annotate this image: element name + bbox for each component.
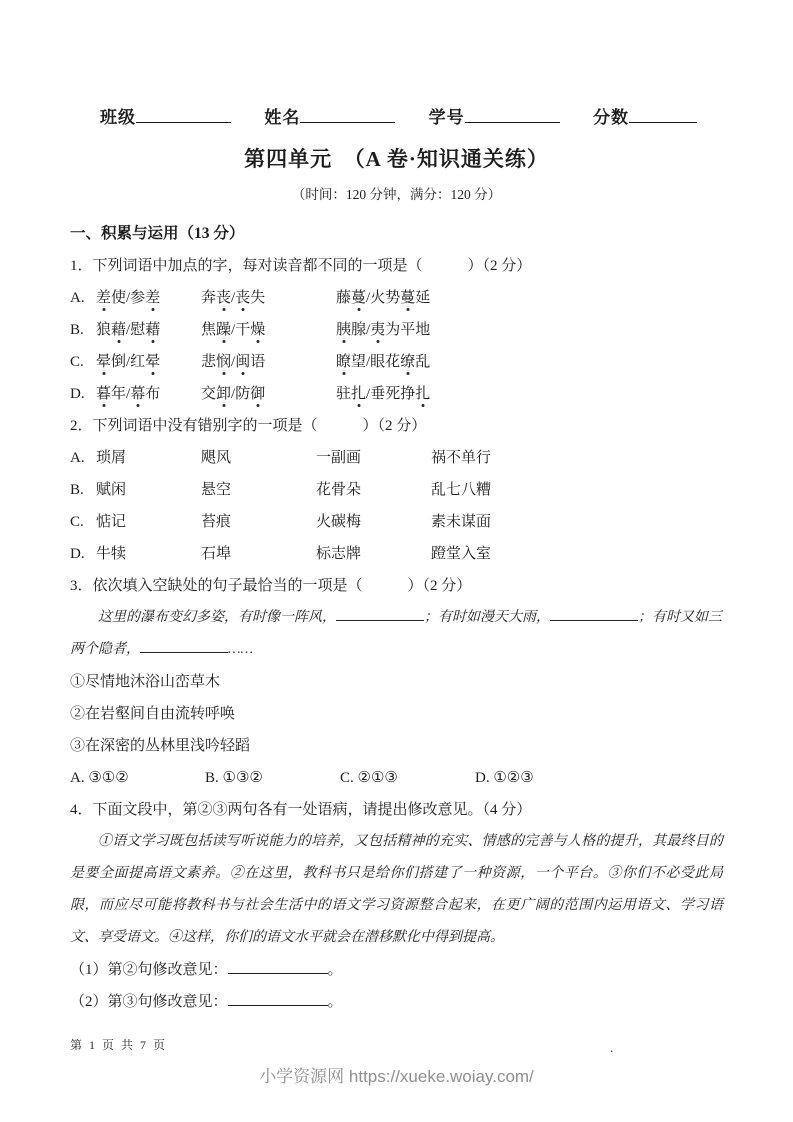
score-field-label: 分数 [592, 108, 629, 127]
q4-answer-line-1 [70, 954, 723, 986]
word-pair: 焦躁/干燥 [201, 322, 266, 338]
student-id-blank-line [465, 105, 560, 123]
q3-item-1: ①尽情地沐浴山峦草木 [70, 674, 221, 690]
word: 乱七八糟 [431, 482, 492, 498]
word: 花骨朵 [316, 482, 362, 498]
name-blank-line [300, 105, 395, 123]
word: 石埠 [201, 546, 232, 562]
answer-blank-line [228, 958, 328, 974]
word-pair: 晕倒/红晕 [96, 354, 161, 370]
option-label: C. [70, 514, 84, 530]
exam-time-score-subtitle: （时间：120 分钟，满分：120 分） [291, 187, 502, 202]
word-pair: 差使/参差 [96, 290, 161, 306]
q4-answer-prefix: （1）第②句修改意见： [70, 962, 228, 978]
word: 火碳梅 [316, 514, 362, 530]
word: 琐屑 [96, 450, 127, 466]
choice: B. ①③② [205, 770, 263, 786]
score-field [593, 102, 697, 134]
q4-passage: ①语文学习既包括读写听说能力的培养，又包括精神的充实、情感的完善与人格的提升，其最终目的是要全面提高语文素养。②在这里，教科书只是给你们搭建了一种资源，一个平台。③你们不必受此局限，而应尽可能将教科书与社会生活中的语文学习资源整合起来，在更广阔的范围内运用语文、学习语文、享受语文。④这样，你们的语文水平就会在潜移默化中得到提高。 [70, 834, 723, 945]
section-heading: 一、积累与运用（13 分） [70, 225, 245, 242]
choice: A. ③①② [70, 770, 129, 786]
word: 飓风 [201, 450, 232, 466]
score-blank-line [629, 105, 697, 123]
class-field [100, 102, 231, 134]
word: 牛犊 [96, 546, 127, 562]
name-field-label: 姓名 [264, 108, 301, 127]
q3-passage-part: ；有时如漫天大雨， [424, 610, 550, 625]
choice: D. ①②③ [475, 770, 534, 786]
q1-option-row-c [70, 346, 723, 378]
word-pair: 藤蔓/火势蔓延 [336, 290, 431, 306]
option-label: D. [70, 386, 85, 402]
word: 一副画 [316, 450, 362, 466]
watermark-link[interactable]: 小学资源网 https://xueke.woiay.com/ [259, 1067, 534, 1086]
q3-passage-part: 这里的瀑布变幻多姿，有时像一阵风， [98, 610, 336, 625]
word-pair: 驻扎/垂死挣扎 [336, 386, 431, 402]
q2-option-row-b [70, 474, 723, 506]
exam-body [70, 218, 723, 1018]
word: 苔痕 [201, 514, 232, 530]
page-title: 第四单元 （A 卷·知识通关练） [244, 147, 549, 171]
word: 标志牌 [316, 546, 362, 562]
q3-item-2: ②在岩壑间自由流转呼唤 [70, 706, 236, 722]
stray-period-mark: . [610, 1040, 614, 1055]
q4-answer-prefix: （2）第③句修改意见： [70, 994, 228, 1010]
fill-blank-line [550, 606, 638, 621]
q3-stem: 3．依次填入空缺处的句子最恰当的一项是（ ）（2 分） [70, 578, 472, 594]
q4-answer-line-2 [70, 986, 723, 1018]
word: 赋闲 [96, 482, 127, 498]
class-field-label: 班级 [100, 108, 136, 127]
word: 蹬堂入室 [431, 546, 492, 562]
answer-blank-line [228, 990, 328, 1006]
q4-stem: 4．下面文段中，第②③两句各有一处语病，请提出修改意见。（4 分） [70, 802, 532, 818]
word-pair: 胰腺/夷为平地 [336, 322, 431, 338]
q1-stem: 1．下列词语中加点的字，每对读音都不同的一项是（ ）（2 分） [70, 258, 532, 274]
word-pair: 交卸/防御 [201, 386, 266, 402]
q1-option-row-a [70, 282, 723, 314]
word: 祸不单行 [431, 450, 492, 466]
q3-passage [70, 602, 723, 666]
word-pair: 瞭望/眼花缭乱 [336, 354, 431, 370]
student-info-row [70, 102, 723, 134]
q4-answer-suffix: 。 [327, 994, 343, 1010]
option-label: A. [70, 450, 85, 466]
q1-option-row-b [70, 314, 723, 346]
word-pair: 奔丧/丧失 [201, 290, 266, 306]
option-label: B. [70, 322, 84, 338]
q3-item-3: ③在深密的丛林里浅吟轻蹈 [70, 738, 251, 754]
student-id-field-label: 学号 [428, 108, 465, 127]
class-blank-line [136, 105, 231, 123]
option-label: D. [70, 546, 85, 562]
q3-passage-part: ；有时又如三两个隐者， [70, 610, 722, 657]
q3-passage-part: …… [228, 642, 253, 657]
q2-stem: 2．下列词语中没有错别字的一项是（ ）（2 分） [70, 418, 427, 434]
word-pair: 悲悯/闽语 [201, 354, 266, 370]
option-label: B. [70, 482, 84, 498]
word-pair: 狼藉/慰藉 [96, 322, 161, 338]
word: 悬空 [201, 482, 232, 498]
name-field [264, 102, 395, 134]
choice: C. ②①③ [340, 770, 398, 786]
fill-blank-line [336, 606, 424, 621]
word: 素未谋面 [431, 514, 492, 530]
q3-choices-row [70, 762, 723, 794]
page-number: 第 1 页 共 7 页 [70, 1038, 168, 1052]
q4-answer-suffix: 。 [327, 962, 343, 978]
option-label: A. [70, 290, 85, 306]
q1-option-row-d [70, 378, 723, 410]
q2-option-row-d [70, 538, 723, 570]
word-pair: 暮年/幕布 [96, 386, 161, 402]
fill-blank-line [140, 638, 228, 653]
option-label: C. [70, 354, 84, 370]
q2-option-row-a [70, 442, 723, 474]
student-id-field [429, 102, 560, 134]
q2-option-row-c [70, 506, 723, 538]
word: 惦记 [96, 514, 127, 530]
